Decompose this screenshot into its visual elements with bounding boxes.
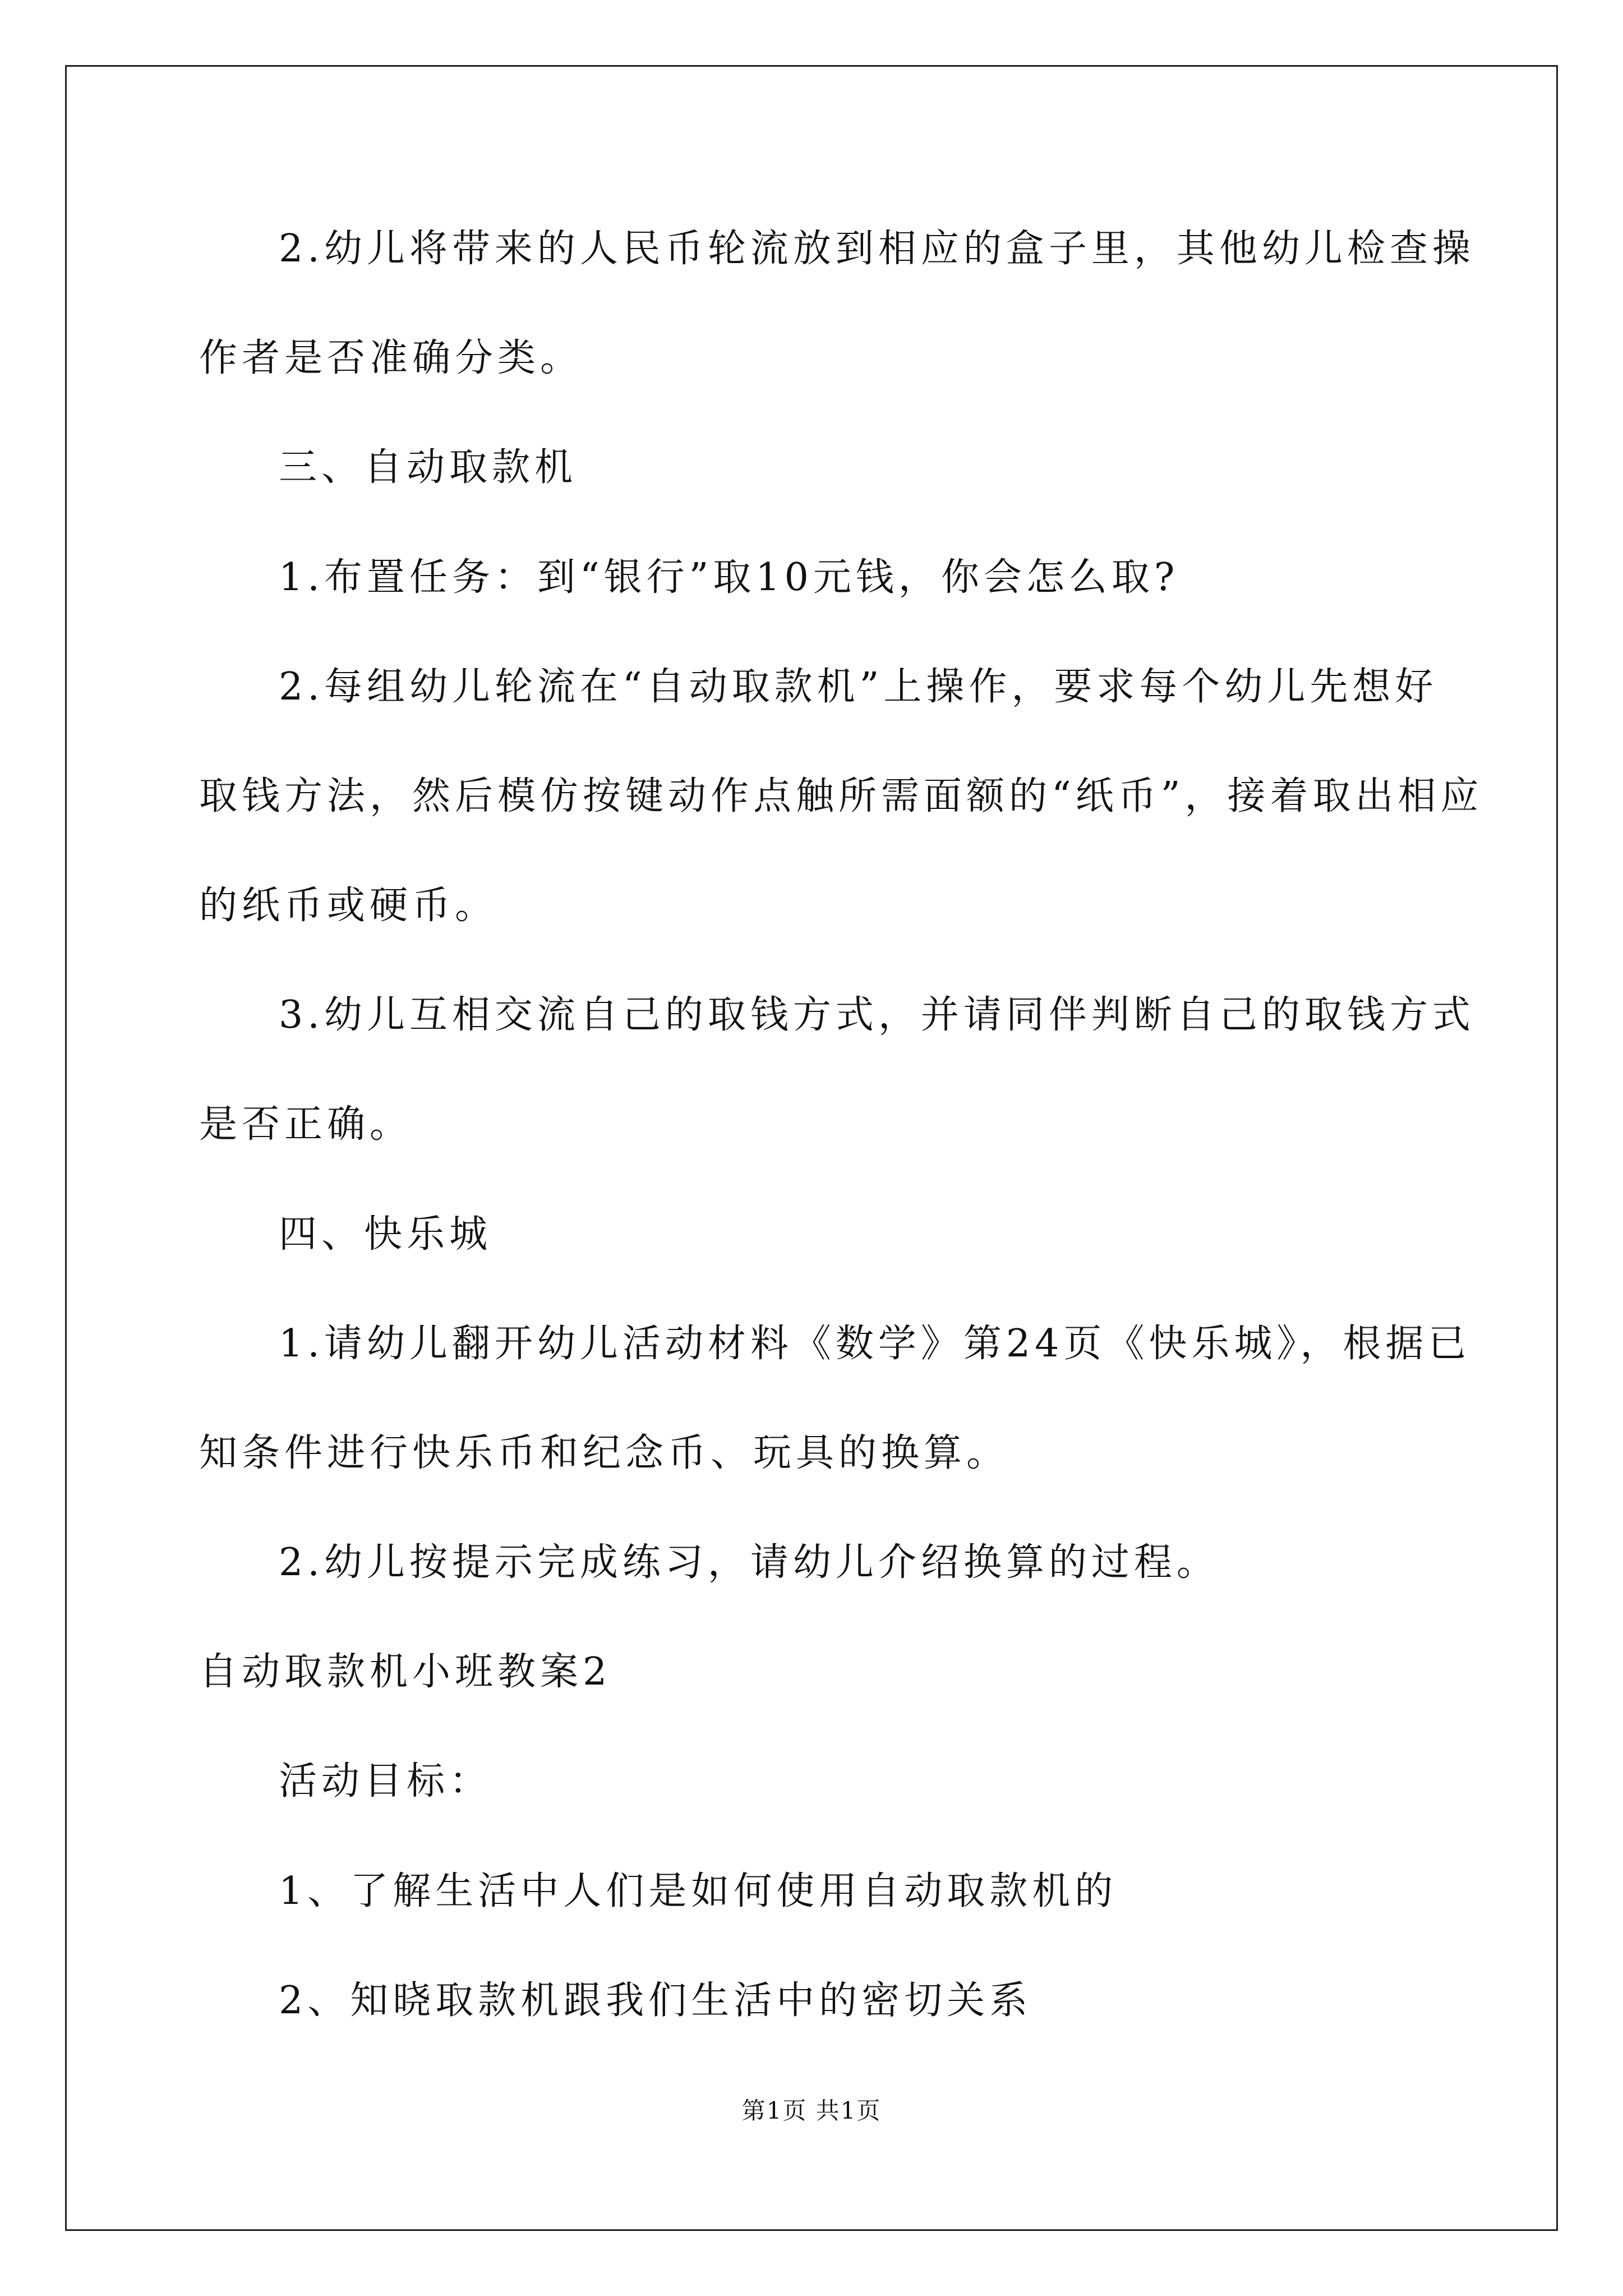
paragraph-line: 的纸币或硬币。: [199, 884, 498, 928]
paragraph-line: 取钱方法，然后模仿按键动作点触所需面额的“纸币”，接着取出相应: [199, 774, 1483, 818]
paragraph-line: 2.幼儿将带来的人民币轮流放到相应的盒子里，其他幼儿检查操: [279, 227, 1475, 271]
paragraph-line: 知条件进行快乐币和纪念币、玩具的换算。: [199, 1431, 1009, 1475]
document-title: 自动取款机小班教案2: [199, 1650, 612, 1694]
paragraph-line: 1.请幼儿翻开幼儿活动材料《数学》第24页《快乐城》，根据已: [279, 1322, 1471, 1366]
paragraph-line: 是否正确。: [199, 1102, 413, 1147]
paragraph-line: 3.幼儿互相交流自己的取钱方式，并请同伴判断自己的取钱方式: [279, 993, 1475, 1037]
section-heading: 四、快乐城: [279, 1212, 492, 1257]
paragraph-line: 2.每组幼儿轮流在“自动取款机”上操作，要求每个幼儿先想好: [279, 665, 1438, 709]
paragraph-line: 1、了解生活中人们是如何使用自动取款机的: [279, 1869, 1118, 1913]
paragraph-line: 1.布置任务：到“银行”取10元钱，你会怎么取?: [279, 555, 1179, 600]
section-heading: 三、自动取款机: [279, 445, 578, 490]
paragraph-line: 2.幼儿按提示完成练习，请幼儿介绍换算的过程。: [279, 1540, 1219, 1585]
page-number: 第1页 共1页: [741, 2097, 882, 2124]
paragraph-line: 作者是否准确分类。: [199, 336, 583, 380]
section-heading: 活动目标：: [279, 1759, 492, 1803]
paragraph-line: 2、知晓取款机跟我们生活中的密切关系: [279, 1978, 1032, 2023]
